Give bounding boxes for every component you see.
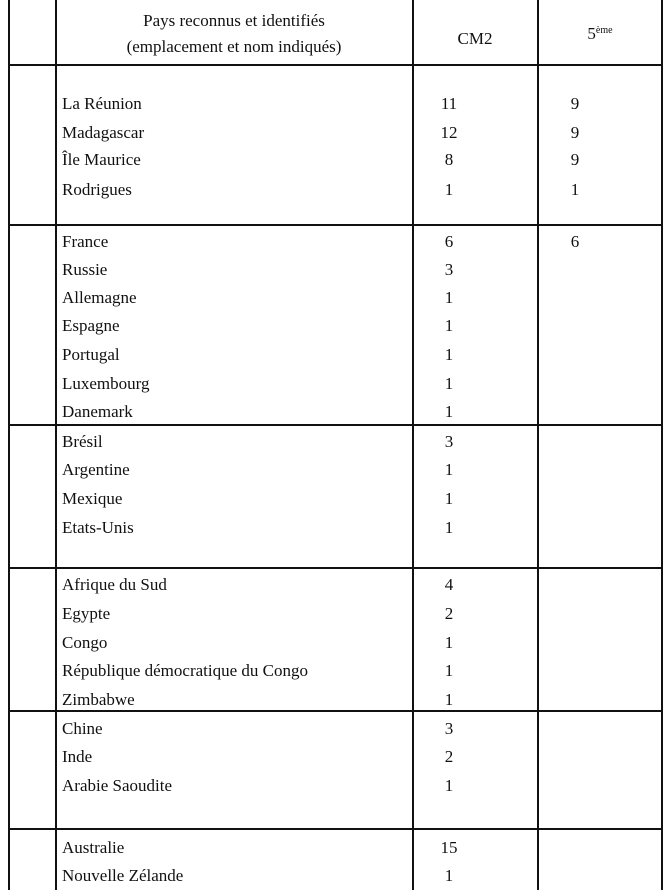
cm2-count: 1: [444, 288, 454, 307]
table-row: [0, 686, 664, 714]
country-name: Inde: [62, 747, 93, 766]
cm2-count: 1: [444, 489, 454, 508]
table-row: [0, 629, 664, 657]
table-row: [0, 862, 664, 890]
country-name: Etats-Unis: [62, 518, 134, 537]
cm2-count: 6: [444, 232, 454, 251]
cm2-count: 1: [444, 518, 454, 537]
country-name: Brésil: [62, 432, 103, 451]
table-row: [0, 228, 664, 256]
cm2-count: 3: [444, 260, 454, 279]
table-row: [0, 743, 664, 771]
header-country-line1: Pays reconnus et identifiés: [143, 11, 325, 30]
header-country-line2: (emplacement et nom indiqués): [126, 37, 342, 56]
cm2-count: 8: [444, 150, 454, 169]
cm2-count: 2: [444, 747, 454, 766]
country-name: Nouvelle Zélande: [62, 866, 184, 885]
header-country: [56, 8, 412, 60]
country-name: Luxembourg: [62, 374, 150, 393]
cm2-count: 1: [444, 661, 454, 680]
country-name: La Réunion: [62, 94, 142, 113]
country-name: Arabie Saoudite: [62, 776, 172, 795]
cm2-count: 12: [440, 123, 458, 142]
cm2-count: 3: [444, 432, 454, 451]
table-row: [0, 284, 664, 312]
table-row: [0, 571, 664, 599]
table-row: [0, 657, 664, 685]
table-row: [0, 341, 664, 369]
header-5eme: [538, 18, 662, 47]
table-row: [0, 834, 664, 862]
country-name: Mexique: [62, 489, 123, 508]
country-name: Australie: [62, 838, 125, 857]
cm2-count: 4: [444, 575, 454, 594]
country-name: Egypte: [62, 604, 111, 623]
country-name: Allemagne: [62, 288, 137, 307]
group-separator: [8, 224, 662, 226]
table-row: [0, 398, 664, 426]
header-5eme-sup: ème: [595, 25, 613, 36]
cm2-count: 1: [444, 345, 454, 364]
country-name: Russie: [62, 260, 108, 279]
table-row: [0, 428, 664, 456]
cinquieme-count: 6: [570, 232, 580, 251]
cm2-count: 2: [444, 604, 454, 623]
cm2-count: 1: [444, 316, 454, 335]
country-name: Chine: [62, 719, 103, 738]
country-name: Portugal: [62, 345, 120, 364]
cm2-count: 1: [444, 776, 454, 795]
country-name: Île Maurice: [62, 150, 141, 169]
cinquieme-count: 9: [570, 123, 580, 142]
table-row: [0, 772, 664, 800]
cm2-count: 15: [440, 838, 458, 857]
cm2-count: 1: [444, 374, 454, 393]
table-row: [0, 176, 664, 204]
cm2-count: 1: [444, 633, 454, 652]
cinquieme-count: 9: [570, 150, 580, 169]
country-name: Madagascar: [62, 123, 145, 142]
table-row: [0, 146, 664, 174]
country-name: Zimbabwe: [62, 690, 135, 709]
country-name: Espagne: [62, 316, 120, 335]
table-row: [0, 600, 664, 628]
country-name: Congo: [62, 633, 108, 652]
table-row: [0, 119, 664, 147]
header-5eme-base: 5: [587, 24, 596, 43]
table-row: [0, 456, 664, 484]
cm2-count: 1: [444, 866, 454, 885]
country-name: Danemark: [62, 402, 133, 421]
country-name: Afrique du Sud: [62, 575, 167, 594]
table-row: [0, 370, 664, 398]
group-separator: [8, 828, 662, 830]
country-name: France: [62, 232, 109, 251]
table-row: [0, 485, 664, 513]
cinquieme-count: 9: [570, 94, 580, 113]
table-row: [0, 256, 664, 284]
country-name: Argentine: [62, 460, 130, 479]
header-separator: [8, 64, 662, 66]
cinquieme-count: 1: [570, 180, 580, 199]
table-row: [0, 312, 664, 340]
table-row: [0, 514, 664, 542]
table-row: [0, 715, 664, 743]
group-separator: [8, 567, 662, 569]
cm2-count: 1: [444, 460, 454, 479]
table-row: [0, 90, 664, 118]
cm2-count: 11: [440, 94, 458, 113]
cm2-count: 3: [444, 719, 454, 738]
cm2-count: 1: [444, 180, 454, 199]
country-name: Rodrigues: [62, 180, 132, 199]
cm2-count: 1: [444, 690, 454, 709]
cm2-count: 1: [444, 402, 454, 421]
header-cm2: CM2: [457, 29, 493, 48]
country-name: République démocratique du Congo: [62, 661, 308, 680]
